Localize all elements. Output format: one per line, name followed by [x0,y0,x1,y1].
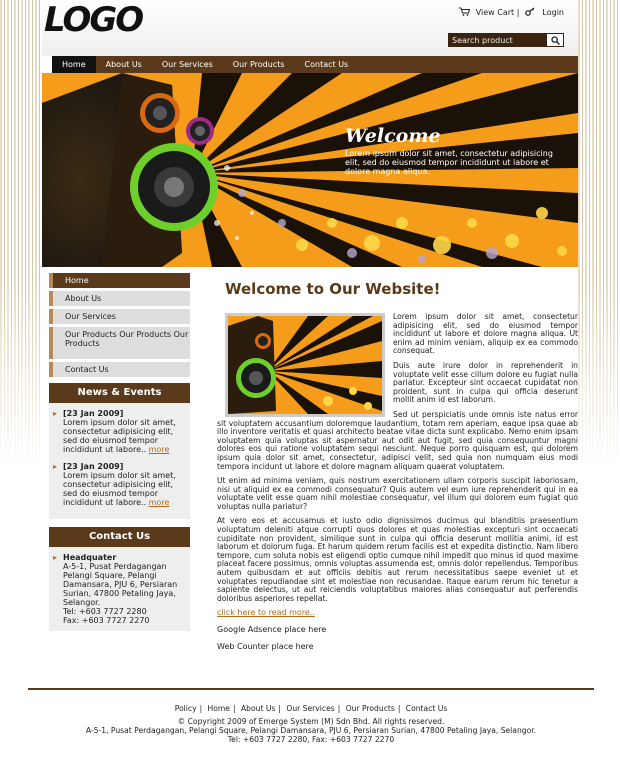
news-events-box [49,383,190,519]
nav-our-products[interactable]: Our Products [232,60,285,69]
main-nav [52,56,578,73]
footer-link-our-products[interactable]: Our Products [345,704,395,713]
right-stripe-decoration [578,0,620,470]
news-text: Lorem ipsum dolor sit amet, consectetur adipisicing elit, sed do eiusmod tempor incididunt ut labore.. [63,418,176,454]
news-item [63,462,184,507]
banner-welcome [345,125,567,176]
contact-fax: Fax: +603 7727 2270 [63,616,150,625]
paragraph: Ut enim ad minima veniam, quis nostrum exercitationem ullam corporis suscipit laboriosam, nisi ut aliquid ex ea commodi consequatur? Quis autem vel eum iure reprehenderit qui in ea voluptate velit esse quam nihil molestiae consequatur, vel illum qui dolorem eum fugiat quo voluptas nulla pariatur? [217,476,578,511]
contact-heading: Contact Us [49,527,190,547]
paragraph: Lorem ipsum dolor sit amet, consectetur adipisicing elit, sed do eiusmod tempor incididunt ut labore et dolore magna aliqua. Ut enim ad minim veniam, aliquip ex ea commodo consequat. [393,312,578,356]
footer-link-about-us[interactable]: About Us [240,704,276,713]
sidebar [49,273,190,631]
sidebar-item-about-us[interactable]: About Us [49,291,190,306]
news-list [49,403,190,519]
page-title: Welcome to Our Website! [225,280,441,298]
left-stripe-decoration [0,0,42,470]
web-counter-placeholder: Web Counter place here [217,641,314,651]
footer-link-contact-us[interactable]: Contact Us [405,704,448,713]
nav-contact-us[interactable]: Contact Us [304,60,349,69]
footer [28,688,594,744]
news-date: [23 Jan 2009] [63,409,124,418]
view-cart-link[interactable]: View Cart | [475,8,520,17]
footer-copyright-block [28,717,594,744]
search-input[interactable] [448,36,544,45]
footer-phone: Tel: +603 7727 2280, Fax: +603 7727 2270 [227,735,395,744]
top-links [459,7,564,18]
content-thumbnail [225,313,385,417]
main-content [217,280,581,651]
login-link[interactable]: Login [542,8,564,17]
contact-tel: Tel: +603 7727 2280 [63,607,147,616]
nav-our-services[interactable]: Our Services [161,60,213,69]
nav-home[interactable]: Home [52,56,96,73]
sidebar-item-home[interactable]: Home [49,273,190,288]
news-more-link[interactable]: more [148,445,170,454]
logo[interactable]: LOGO [44,0,143,40]
contact-hq-label: Headquater [63,553,117,562]
news-text: Lorem ipsum dolor sit amet, consectetur adipisicing elit, sed do eiusmod tempor incididunt ut labore.. [63,471,176,507]
news-date: [23 Jan 2009] [63,462,124,471]
page-wrapper [42,0,578,651]
footer-link-policy[interactable]: Policy [174,704,197,713]
search-button[interactable] [547,34,563,46]
header [42,0,578,56]
banner-title: Welcome [345,125,441,147]
contact-box [49,527,190,631]
footer-nav: Policy | Home | About Us | Our Services | Our Products | Contact Us [28,704,594,713]
sidebar-item-our-products[interactable]: Our Products Our Products Our Products [49,327,190,359]
search-icon [551,36,560,45]
news-item [63,409,184,454]
sidebar-item-contact-us[interactable]: Contact Us [49,362,190,377]
contact-address: A-5-1, Pusat Perdagangan Pelangi Square, Pelangi Damansara, PJU 6, Persiaran Surian, 47800 Petaling Jaya, Selangor. [63,562,178,607]
paragraph: Sed ut perspiciatis unde omnis iste natus error sit voluptatem accusantium doloremque laudantium, totam rem aperiam, eaque ipsa quae ab illo inventore veritatis et quasi architecto beatae vitae dicta sunt explicabo. Nemo enim ipsam voluptatem quia voluptas sit aspernatur aut odit aut fugit, sed quia consequuntur magni dolores eos qui ratione voluptatem sequi nesciunt. Neque porro quisquam est, qui dolorem ipsum quia dolor sit amet, consectetur, adipisci velit, sed quia non numquam eius modi tempora incidunt ut labore et dolore magnam aliquam quaerat voluptatem. [217,409,578,471]
paragraph: Duis aute irure dolor in reprehenderit in voluptate velit esse cillum dolore eu fugiat nulla pariatur. Excepteur sint occaecat cupidatat non proident, sunt in culpa qui officia deserunt mollit anim id est laborum. [393,360,578,405]
key-icon[interactable] [525,7,536,18]
cart-icon[interactable] [459,7,470,18]
hero-banner [42,73,578,267]
footer-link-our-services[interactable]: Our Services [286,704,335,713]
news-events-heading: News & Events [49,383,190,403]
news-more-link[interactable]: more [148,498,170,507]
banner-text: Lorem ipsum dolor sit amet, consectetur adipisicing elit, sed do eiusmod tempor incididunt ut labore et dolore magna aliqua. [345,149,553,176]
sidebar-menu [49,273,190,377]
nav-about-us[interactable]: About Us [105,60,142,69]
contact-info [49,547,190,631]
paragraph: At vero eos et accusamus et iusto odio dignissimos ducimus qui blanditiis praesentium voluptatum deleniti atque corrupti quos dolores et quas molestias excepturi sint occaecati cupiditate non provident, similique sunt in culpa qui officia deserunt mollitia animi, id est laborum et dolorum fuga. Et harum quidem rerum facilis est et expedita distinctio. Nam libero tempore, cum soluta nobis est eligendi optio cumque nihil impedit quo minus id quod maxime placeat facere possimus, omnis voluptas assumenda est, omnis dolor repellendus. Temporibus autem quibusdam et aut officiis debitis aut rerum necessitatibus saepe eveniet ut et voluptates repudiandae sint et molestiae non recusandae. Itaque earum rerum hic tenetur a sapiente delectus, ut aut reiciendis voluptatibus maiores alias consequatur aut perferendis doloribus asperiores repellat. [217,516,578,603]
footer-link-home[interactable]: Home [207,704,230,713]
footer-address: A-5-1, Pusat Perdagangan, Pelangi Square, Pelangi Damansara, PJU 6, Persiaran Surian, 47800 Petaling Jaya, Selangor. [85,726,537,735]
read-more-link[interactable]: click here to read more.. [217,608,315,618]
copyright-text: © Copyright 2009 of Emerge System (M) Sdn Bhd. All rights reserved. [177,717,445,726]
search-bar [448,33,564,47]
adsense-placeholder: Google Adsence place here [217,625,327,634]
sidebar-item-our-services[interactable]: Our Services [49,309,190,324]
